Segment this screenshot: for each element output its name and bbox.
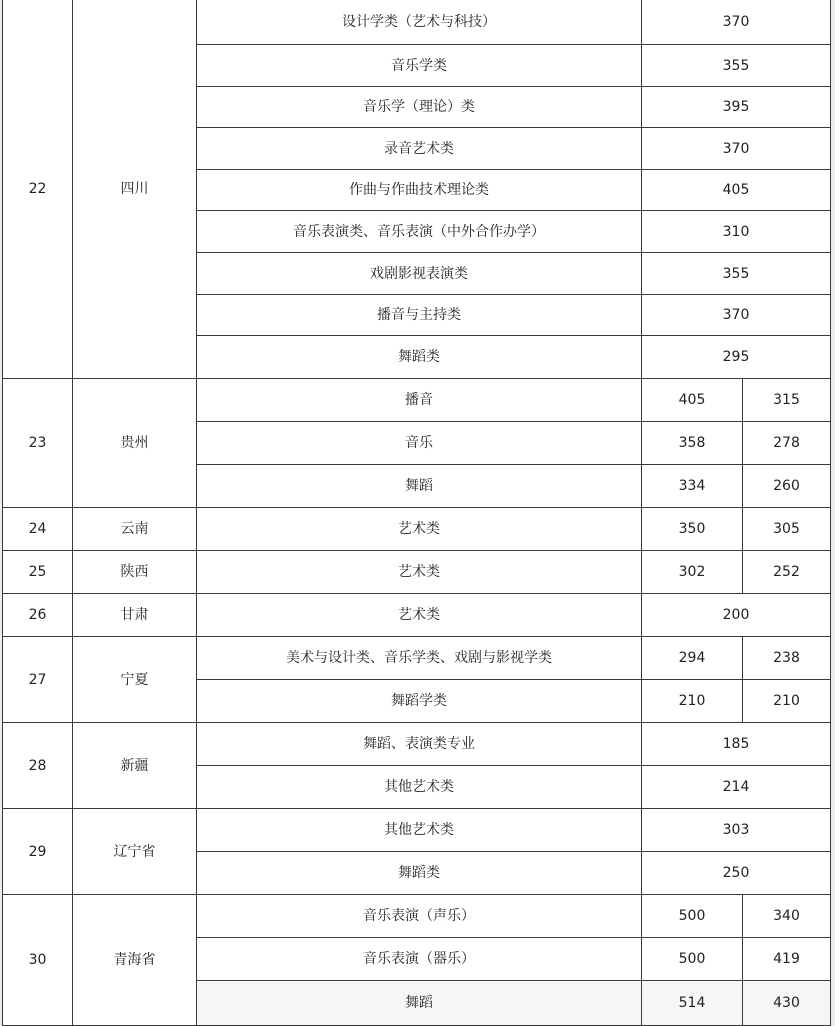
score-value-1: 210 bbox=[642, 680, 743, 723]
row-number: 29 bbox=[3, 809, 73, 895]
category-name: 舞蹈学类 bbox=[197, 680, 642, 723]
score-value-1: 302 bbox=[642, 551, 743, 594]
score-value: 370 bbox=[642, 0, 831, 45]
table-row bbox=[3, 0, 831, 45]
score-value: 395 bbox=[642, 87, 831, 128]
score-value-2: 252 bbox=[743, 551, 831, 594]
category-name: 舞蹈 bbox=[197, 465, 642, 508]
score-value-2: 315 bbox=[743, 379, 831, 422]
score-value-1: 334 bbox=[642, 465, 743, 508]
category-name: 戏剧影视表演类 bbox=[197, 253, 642, 295]
category-name: 其他艺术类 bbox=[197, 766, 642, 809]
score-value: 405 bbox=[642, 170, 831, 211]
table-row bbox=[3, 508, 831, 551]
score-value: 295 bbox=[642, 336, 831, 379]
score-value: 355 bbox=[642, 45, 831, 87]
row-number: 27 bbox=[3, 637, 73, 723]
row-number: 24 bbox=[3, 508, 73, 551]
table-row bbox=[3, 551, 831, 594]
row-number: 26 bbox=[3, 594, 73, 637]
score-value: 355 bbox=[642, 253, 831, 295]
score-value-1: 358 bbox=[642, 422, 743, 465]
table-row bbox=[3, 895, 831, 938]
province-name: 青海省 bbox=[73, 895, 197, 1026]
category-name: 美术与设计类、音乐学类、戏剧与影视学类 bbox=[197, 637, 642, 680]
province-name: 四川 bbox=[73, 0, 197, 379]
score-value-1: 294 bbox=[642, 637, 743, 680]
score-table bbox=[2, 0, 831, 1026]
score-value-2: 419 bbox=[743, 938, 831, 981]
province-name: 辽宁省 bbox=[73, 809, 197, 895]
row-number: 23 bbox=[3, 379, 73, 508]
province-name: 新疆 bbox=[73, 723, 197, 809]
table-row bbox=[3, 379, 831, 422]
table-row bbox=[3, 723, 831, 766]
category-name: 录音艺术类 bbox=[197, 128, 642, 170]
score-value: 200 bbox=[642, 594, 831, 637]
score-value: 185 bbox=[642, 723, 831, 766]
score-value: 303 bbox=[642, 809, 831, 852]
category-name: 艺术类 bbox=[197, 551, 642, 594]
category-name: 音乐学（理论）类 bbox=[197, 87, 642, 128]
score-table-body bbox=[3, 0, 831, 1026]
table-row bbox=[3, 809, 831, 852]
category-name: 音乐表演类、音乐表演（中外合作办学） bbox=[197, 211, 642, 253]
score-value-2: 305 bbox=[743, 508, 831, 551]
table-row bbox=[3, 594, 831, 637]
table-row bbox=[3, 637, 831, 680]
category-name: 舞蹈 bbox=[197, 981, 642, 1026]
category-name: 设计学类（艺术与科技） bbox=[197, 0, 642, 45]
score-value-1: 514 bbox=[642, 981, 743, 1026]
score-value: 370 bbox=[642, 128, 831, 170]
category-name: 音乐表演（声乐） bbox=[197, 895, 642, 938]
score-value-2: 340 bbox=[743, 895, 831, 938]
row-number: 28 bbox=[3, 723, 73, 809]
category-name: 播音 bbox=[197, 379, 642, 422]
score-value-2: 260 bbox=[743, 465, 831, 508]
score-value-2: 238 bbox=[743, 637, 831, 680]
category-name: 音乐表演（器乐） bbox=[197, 938, 642, 981]
province-name: 甘肃 bbox=[73, 594, 197, 637]
category-name: 播音与主持类 bbox=[197, 295, 642, 336]
score-value: 250 bbox=[642, 852, 831, 895]
category-name: 艺术类 bbox=[197, 508, 642, 551]
category-name: 舞蹈、表演类专业 bbox=[197, 723, 642, 766]
score-value-1: 500 bbox=[642, 938, 743, 981]
category-name: 舞蹈类 bbox=[197, 336, 642, 379]
province-name: 云南 bbox=[73, 508, 197, 551]
category-name: 舞蹈类 bbox=[197, 852, 642, 895]
score-value-1: 350 bbox=[642, 508, 743, 551]
score-value-2: 210 bbox=[743, 680, 831, 723]
score-value-2: 430 bbox=[743, 981, 831, 1026]
score-value: 214 bbox=[642, 766, 831, 809]
category-name: 作曲与作曲技术理论类 bbox=[197, 170, 642, 211]
score-value-1: 405 bbox=[642, 379, 743, 422]
category-name: 音乐 bbox=[197, 422, 642, 465]
category-name: 音乐学类 bbox=[197, 45, 642, 87]
score-value-1: 500 bbox=[642, 895, 743, 938]
row-number: 25 bbox=[3, 551, 73, 594]
score-value: 370 bbox=[642, 295, 831, 336]
province-name: 陕西 bbox=[73, 551, 197, 594]
category-name: 其他艺术类 bbox=[197, 809, 642, 852]
province-name: 宁夏 bbox=[73, 637, 197, 723]
province-name: 贵州 bbox=[73, 379, 197, 508]
category-name: 艺术类 bbox=[197, 594, 642, 637]
row-number: 30 bbox=[3, 895, 73, 1026]
row-number: 22 bbox=[3, 0, 73, 379]
score-value-2: 278 bbox=[743, 422, 831, 465]
score-value: 310 bbox=[642, 211, 831, 253]
